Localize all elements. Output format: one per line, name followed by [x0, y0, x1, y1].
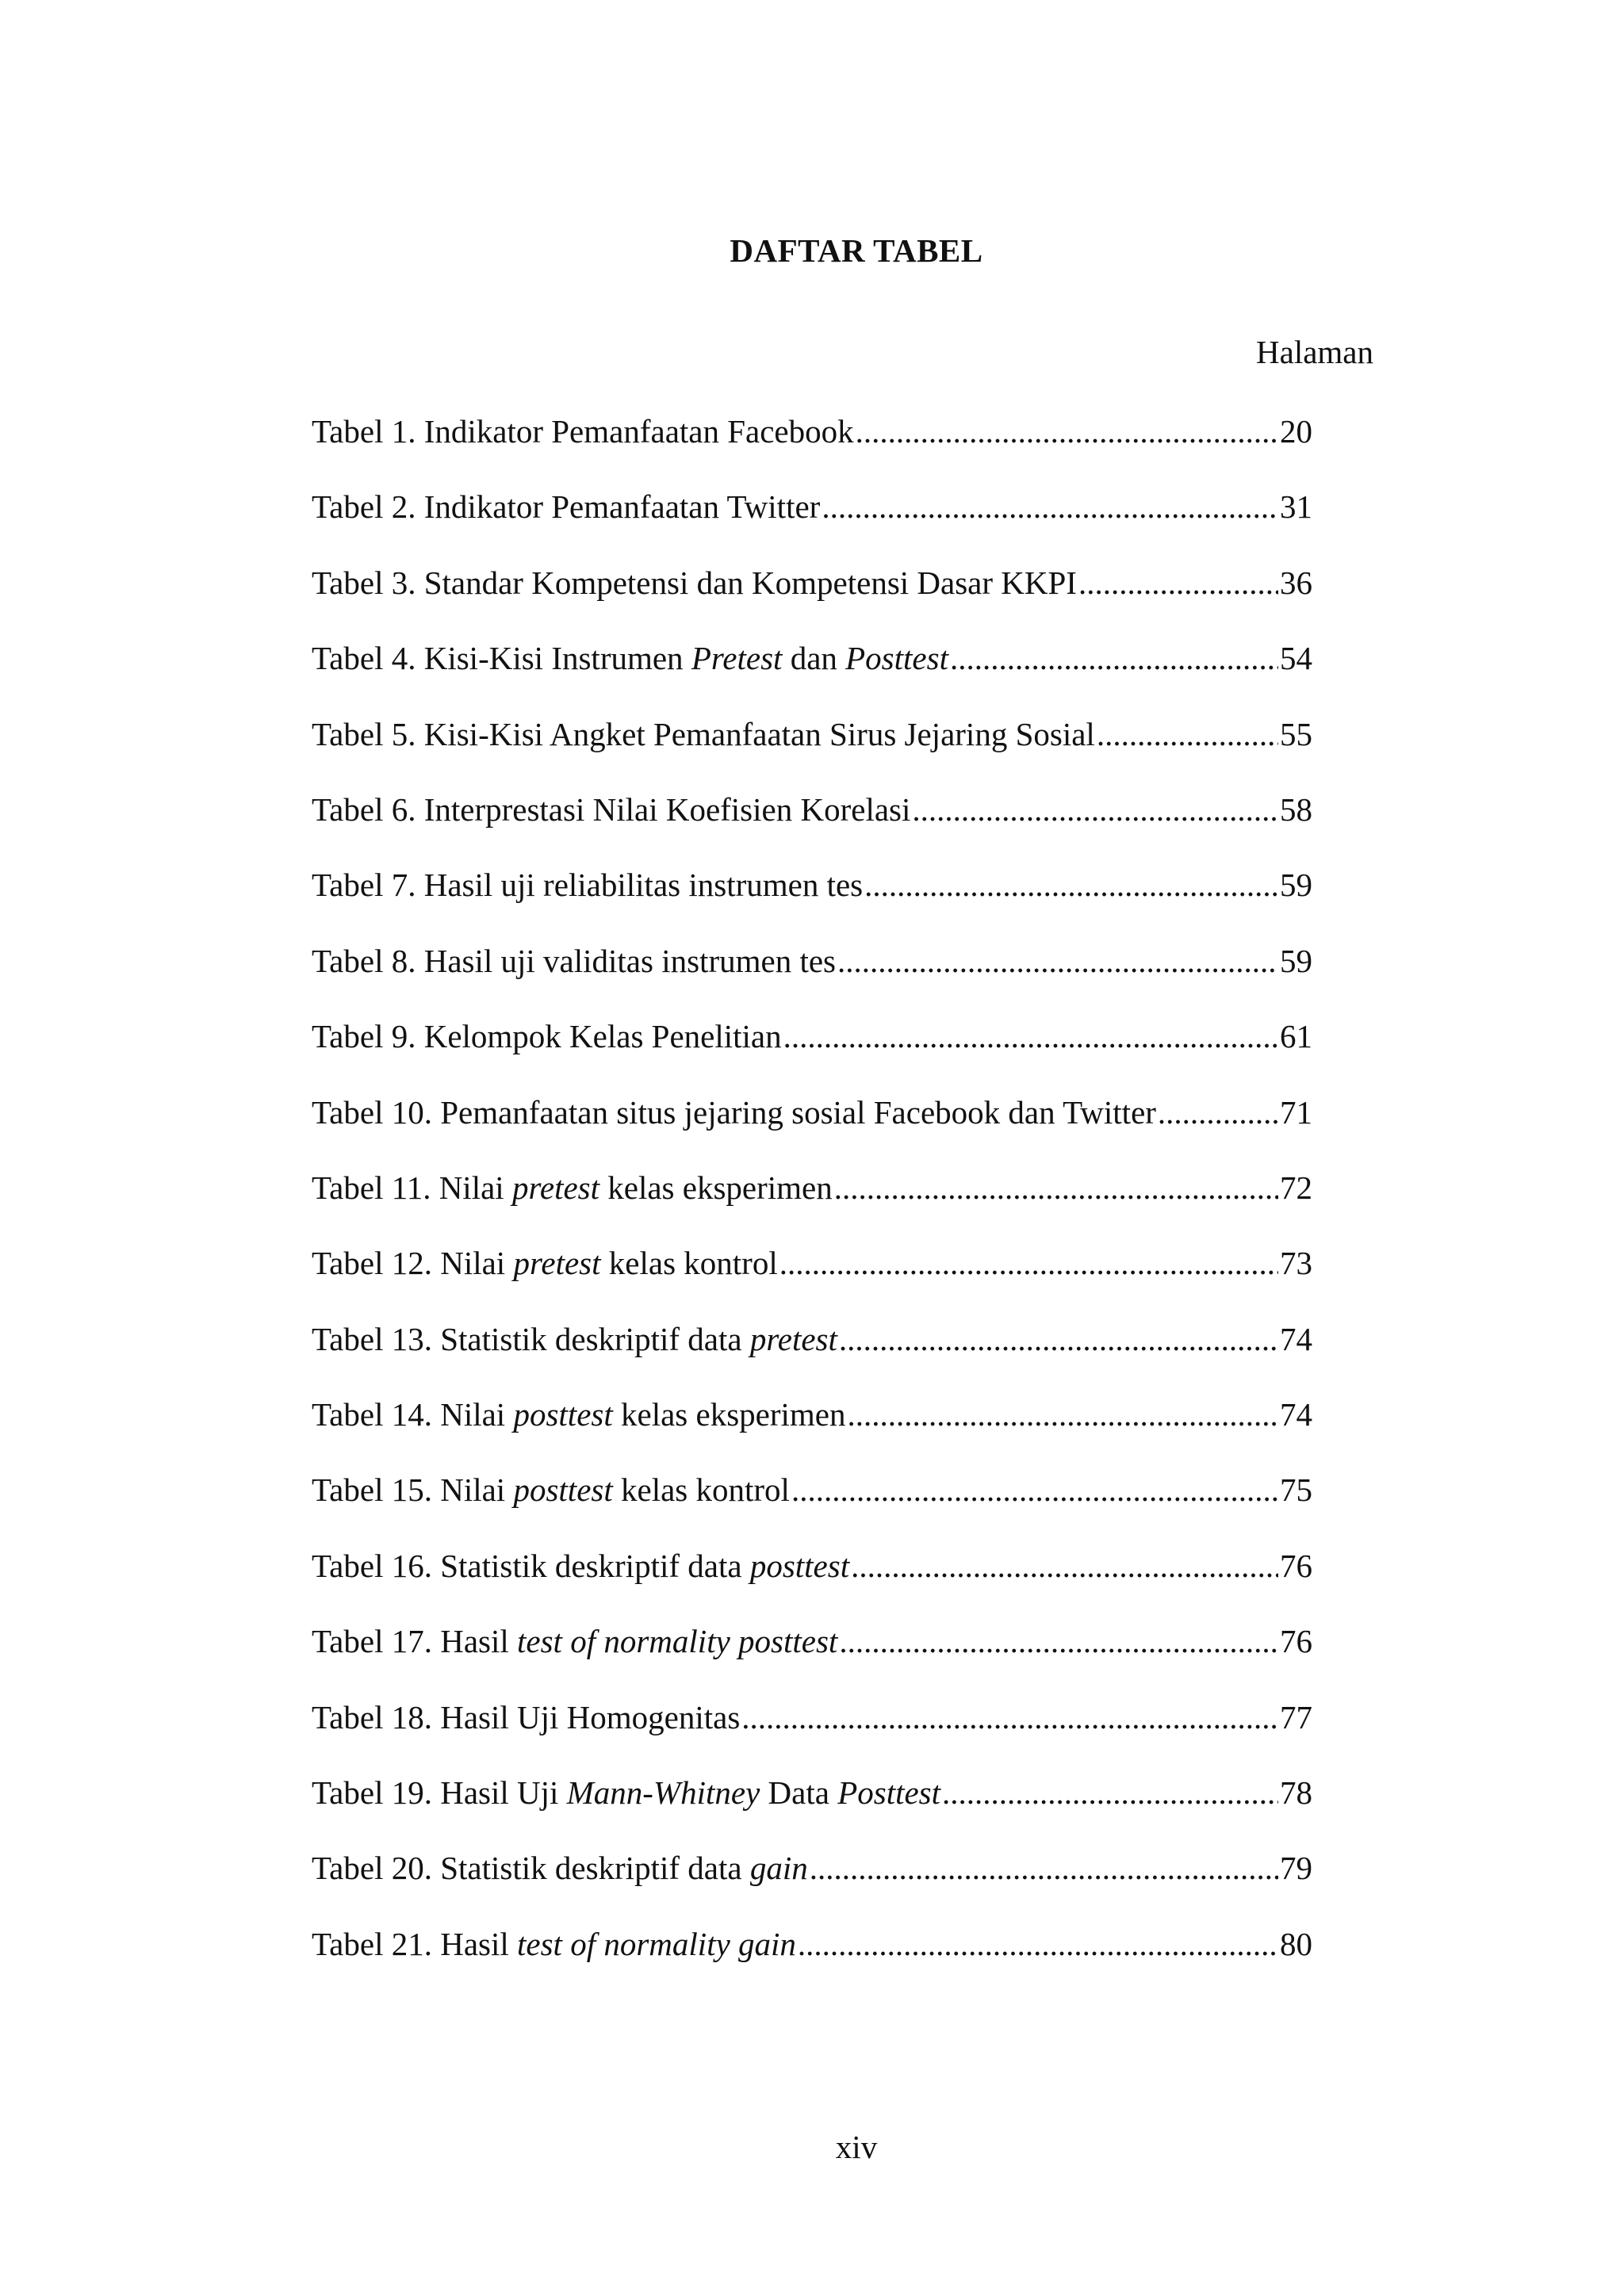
- toc-entry-label: [312, 639, 948, 677]
- toc-entry: [312, 1017, 1312, 1093]
- toc-entry-label-text: Tabel 11. Nilai: [312, 1169, 512, 1206]
- toc-entry-page: 79: [1280, 1850, 1312, 1887]
- toc-entry: [312, 488, 1312, 563]
- toc-entry-label: [312, 1547, 849, 1585]
- toc-entry-leader: [810, 1849, 1278, 1887]
- toc-entry-label: [312, 1244, 778, 1282]
- toc-entry-label-italic: posttest: [749, 1547, 850, 1584]
- toc-entry-label-text: Tabel 3. Standar Kompetensi dan Kompetensi Dasar KKPI: [312, 564, 1077, 601]
- toc-entry-label-text: Tabel 2. Indikator Pemanfaatan Twitter: [312, 488, 821, 526]
- toc-entry-label-text: kelas kontrol: [612, 1471, 790, 1509]
- toc-entry-label-italic: pretest: [749, 1320, 837, 1357]
- toc-entry-label-text: kelas kontrol: [600, 1245, 778, 1282]
- toc-entry-leader: [839, 1622, 1278, 1660]
- toc-entry-leader: [1097, 715, 1278, 753]
- toc-entry-label-italic: Mann-Whitney: [566, 1774, 760, 1812]
- toc-entry-page: 20: [1280, 413, 1312, 450]
- toc-entry-label-text: Tabel 17. Hasil: [312, 1623, 518, 1660]
- toc-entry: [312, 1698, 1312, 1774]
- toc-entry-label: [312, 1698, 740, 1736]
- toc-entry-page: 61: [1280, 1018, 1312, 1055]
- toc-entry-label-text: Tabel 6. Interprestasi Nilai Koefisien Korelasi: [312, 790, 911, 828]
- toc-entry-leader: [834, 1169, 1278, 1207]
- toc-entry-leader: [912, 790, 1278, 828]
- toc-entry-label: [312, 942, 836, 980]
- toc-entry-label: [312, 1320, 837, 1358]
- toc-entry-label-text: Tabel 13. Statistik deskriptif data: [312, 1320, 750, 1357]
- toc-entry-page: 74: [1280, 1320, 1312, 1357]
- toc-entry-leader: [1158, 1093, 1278, 1131]
- toc-entry-label: [312, 1169, 833, 1207]
- toc-entry-label-italic: gain: [749, 1850, 808, 1887]
- toc-entry-label: [312, 1471, 790, 1509]
- toc-entry-page: 76: [1280, 1547, 1312, 1584]
- toc-entry-label: [312, 412, 854, 450]
- toc-entry: [312, 1395, 1312, 1471]
- toc-entry: [312, 942, 1312, 1017]
- toc-entry-page: 74: [1280, 1396, 1312, 1433]
- table-list: [312, 412, 1312, 2000]
- toc-entry: [312, 564, 1312, 639]
- page-column-header: Halaman: [1256, 334, 1373, 370]
- toc-entry-label-text: Tabel 5. Kisi-Kisi Angket Pemanfaatan Sirus Jejaring Sosial: [312, 715, 1095, 752]
- toc-entry-label-text: Tabel 1. Indikator Pemanfaatan Facebook: [312, 413, 854, 450]
- toc-entry-page: 78: [1280, 1774, 1312, 1812]
- toc-entry-label: [312, 1093, 1156, 1131]
- toc-entry-label-text: Data: [760, 1774, 838, 1812]
- toc-entry-leader: [847, 1395, 1278, 1433]
- toc-entry: [312, 1849, 1312, 1924]
- toc-entry: [312, 639, 1312, 714]
- toc-entry-label-text: Tabel 14. Nilai: [312, 1396, 514, 1433]
- toc-entry-page: 72: [1280, 1169, 1312, 1206]
- toc-entry-page: 36: [1280, 564, 1312, 601]
- toc-entry-label-text: Tabel 4. Kisi-Kisi Instrumen: [312, 640, 691, 677]
- toc-entry-label-text: Tabel 7. Hasil uji reliabilitas instrumen tes: [312, 867, 864, 904]
- toc-entry: [312, 1320, 1312, 1395]
- toc-entry: [312, 1093, 1312, 1169]
- toc-entry-page: 77: [1280, 1698, 1312, 1735]
- toc-entry: [312, 1169, 1312, 1244]
- toc-entry-leader: [864, 866, 1278, 904]
- toc-entry: [312, 866, 1312, 941]
- toc-entry-leader: [942, 1774, 1278, 1812]
- toc-entry-page: 75: [1280, 1471, 1312, 1509]
- toc-entry-page: 73: [1280, 1245, 1312, 1282]
- toc-entry-label-italic: Posttest: [837, 1774, 941, 1812]
- toc-entry-leader: [1078, 564, 1278, 602]
- toc-entry-label-italic: test of normality posttest: [517, 1623, 838, 1660]
- toc-entry-label-italic: Posttest: [845, 640, 948, 677]
- toc-entry: [312, 790, 1312, 866]
- toc-entry-leader: [791, 1471, 1278, 1509]
- toc-entry-label: [312, 1622, 837, 1660]
- toc-entry-leader: [798, 1925, 1278, 1963]
- toc-entry-label-italic: test of normality gain: [517, 1925, 796, 1962]
- toc-entry-label-italic: Pretest: [691, 640, 783, 677]
- toc-entry-label: [312, 866, 863, 904]
- toc-entry-leader: [839, 1320, 1278, 1358]
- toc-entry-label-text: Tabel 18. Hasil Uji Homogenitas: [312, 1698, 741, 1735]
- toc-entry-label: [312, 488, 820, 526]
- toc-entry-label-text: kelas eksperimen: [599, 1169, 833, 1206]
- toc-entry-page: 54: [1280, 640, 1312, 677]
- toc-entry: [312, 1547, 1312, 1622]
- toc-entry-label-text: Tabel 10. Pemanfaatan situs jejaring sosial Facebook dan Twitter: [312, 1093, 1156, 1131]
- toc-entry-label-italic: pretest: [513, 1245, 601, 1282]
- page-number: xiv: [835, 2129, 878, 2165]
- toc-entry-leader: [950, 639, 1278, 677]
- toc-entry: [312, 1774, 1312, 1849]
- toc-entry-leader: [851, 1547, 1278, 1585]
- toc-entry-label: [312, 790, 910, 828]
- toc-entry-page: 59: [1280, 942, 1312, 979]
- toc-entry-label-italic: posttest: [513, 1471, 613, 1509]
- toc-entry-label-text: kelas eksperimen: [612, 1396, 846, 1433]
- toc-entry-leader: [779, 1244, 1278, 1282]
- toc-entry-label-text: dan: [782, 640, 846, 677]
- toc-entry-leader: [741, 1698, 1278, 1736]
- toc-entry-leader: [822, 488, 1278, 526]
- toc-entry: [312, 715, 1312, 790]
- toc-entry-page: 76: [1280, 1623, 1312, 1660]
- toc-entry-leader: [856, 412, 1278, 450]
- toc-entry: [312, 1622, 1312, 1697]
- toc-entry: [312, 1471, 1312, 1546]
- toc-entry: [312, 1925, 1312, 2000]
- toc-entry-label-text: Tabel 9. Kelompok Kelas Penelitian: [312, 1018, 782, 1055]
- toc-entry-label-text: Tabel 21. Hasil: [312, 1925, 518, 1962]
- toc-entry-label-text: Tabel 12. Nilai: [312, 1245, 514, 1282]
- page-title: DAFTAR TABEL: [730, 232, 983, 269]
- toc-entry-label-text: Tabel 15. Nilai: [312, 1471, 514, 1509]
- toc-entry-label: [312, 1925, 796, 1963]
- toc-entry-label: [312, 1774, 940, 1812]
- toc-entry: [312, 1244, 1312, 1319]
- toc-entry-leader: [837, 942, 1278, 980]
- toc-entry-label-italic: pretest: [511, 1169, 600, 1206]
- toc-entry-label-text: Tabel 19. Hasil Uji: [312, 1774, 567, 1812]
- toc-entry-label: [312, 1395, 845, 1433]
- toc-entry-label: [312, 564, 1077, 602]
- toc-entry-page: 55: [1280, 715, 1312, 752]
- toc-entry-label-text: Tabel 16. Statistik deskriptif data: [312, 1547, 750, 1584]
- toc-entry-page: 80: [1280, 1925, 1312, 1962]
- toc-entry-page: 71: [1280, 1093, 1312, 1131]
- toc-entry-label-text: Tabel 20. Statistik deskriptif data: [312, 1850, 750, 1887]
- toc-entry: [312, 412, 1312, 488]
- toc-entry-label-text: Tabel 8. Hasil uji validitas instrumen tes: [312, 942, 836, 979]
- toc-entry-label: [312, 1849, 808, 1887]
- toc-entry-label: [312, 1017, 782, 1055]
- toc-entry-label-italic: posttest: [513, 1396, 613, 1433]
- toc-entry-leader: [783, 1017, 1278, 1055]
- toc-entry-page: 31: [1280, 488, 1312, 526]
- toc-entry-page: 59: [1280, 867, 1312, 904]
- toc-entry-page: 58: [1280, 790, 1312, 828]
- toc-entry-label: [312, 715, 1095, 753]
